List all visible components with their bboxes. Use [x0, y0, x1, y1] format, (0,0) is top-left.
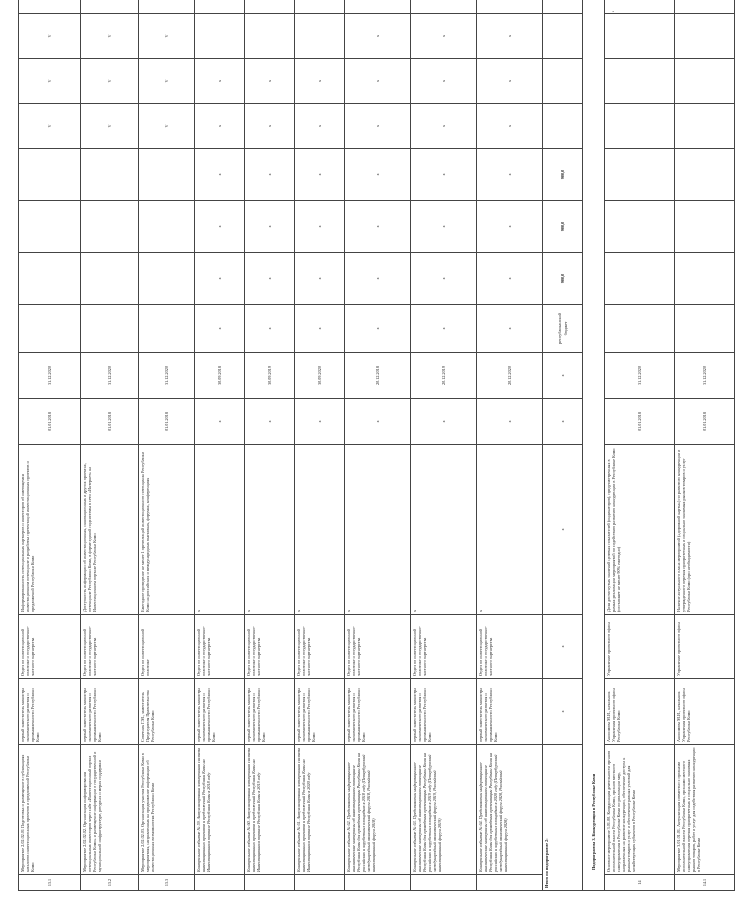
scan-mark: · — [612, 8, 615, 16]
cell-fin: x — [345, 305, 411, 353]
table-row — [81, 0, 139, 891]
cell-q4 — [81, 0, 139, 14]
cell-q1: x — [195, 104, 245, 149]
cell-q4 — [19, 0, 81, 14]
cell-end: 30.09.2018 — [195, 353, 245, 399]
cell-v1 — [675, 253, 735, 305]
cell-result: x — [477, 445, 543, 615]
cell-end: 31.12.2020 — [675, 353, 735, 399]
cell-exec: Отдел по инвестиционной политике и государственно-частного партнерства — [345, 615, 411, 679]
total-resp: x — [543, 679, 583, 745]
cell-start: 01.01.2018 — [675, 399, 735, 445]
cell-fin — [81, 305, 139, 353]
cell-v2 — [605, 201, 675, 253]
table-row — [675, 0, 735, 891]
cell-q2: x — [245, 59, 295, 104]
cell-v3: x — [245, 149, 295, 201]
cell-start: 01.01.2018 — [81, 399, 139, 445]
cell-q1: x — [411, 104, 477, 149]
cell-result: x — [411, 445, 477, 615]
cell-q4 — [605, 0, 675, 14]
cell-end: 31.12.2020 — [605, 353, 675, 399]
cell-resp: Анисимова М.И., начальник Управления проектного офиса Республики Коми — [675, 679, 735, 745]
cell-v3: x — [195, 149, 245, 201]
table-row — [19, 0, 81, 891]
table-row — [139, 0, 195, 891]
cell-q4 — [477, 0, 543, 14]
cell-v1: x — [245, 253, 295, 305]
cell-fin: x — [477, 305, 543, 353]
cell-q4 — [295, 0, 345, 14]
cell-v3 — [605, 149, 675, 201]
cell-num — [477, 875, 543, 891]
cell-q3: x — [411, 14, 477, 59]
cell-q2: V — [81, 59, 139, 104]
cell-v1: x — [411, 253, 477, 305]
cell-v2: x — [295, 201, 345, 253]
cell-q2: x — [477, 59, 543, 104]
table-row — [195, 0, 245, 891]
total-fin: республиканский бюджет — [543, 305, 583, 353]
cell-end: 20.12.2020 — [477, 353, 543, 399]
cell-q3: x — [477, 14, 543, 59]
total-q2 — [543, 59, 583, 104]
cell-v1 — [81, 253, 139, 305]
cell-resp: первый заместитель министра экономического развития и промышленности Республики Коми — [411, 679, 477, 745]
total-v3: 900,0 — [543, 149, 583, 201]
cell-result: Ежегодное проведение не менее 1 презентаций инвестиционного потенциала Республики Коми на российских и международных выставках, форумах, конференциях — [139, 445, 195, 615]
cell-v1 — [139, 253, 195, 305]
cell-name: Мероприятие 2.02.02.03. Организация участия Республики Коми в мероприятиях, направленных на продвижение информации об инвестиционных возможностях Республики Коми — [139, 745, 195, 875]
cell-q4 — [411, 0, 477, 14]
cell-exec: Отдел по инвестиционной политике и государственно-частного партнерства — [245, 615, 295, 679]
cell-v1 — [605, 253, 675, 305]
cell-resp: Анисимова М.И., начальник Управления проектного офиса Республики Коми — [605, 679, 675, 745]
cell-v3: x — [411, 149, 477, 201]
cell-fin: x — [195, 305, 245, 353]
cell-fin: x — [295, 305, 345, 353]
cell-exec: Отдел по инвестиционной политике и государственно-частного партнерства — [81, 615, 139, 679]
cell-v1: x — [345, 253, 411, 305]
cell-q3: V — [81, 14, 139, 59]
cell-end: 31.12.2020 — [81, 353, 139, 399]
cell-end: 30.09.2019 — [245, 353, 295, 399]
cell-num: 14 — [605, 875, 675, 891]
cell-q3: V — [139, 14, 195, 59]
cell-exec: Отдел по инвестиционной политике и государственно-частного партнерства — [195, 615, 245, 679]
cell-name: Контрольное событие № 62. Представлены информационно-аналитические материалы об инвестиционном потенциале Республики Коми для проведения презентации Республики Коми на российских и зарубежных площадках в 2018 году (Петербургский международный экономический форум 2018, Российский инвестиционный форум 2018) — [345, 745, 411, 875]
cell-name: Основное мероприятие 3.01.00. Координация деятельности органов исполнительной власти Республики Коми, органов местного самоуправления в Республике Коми по реализации мер, направленных на развитие конкуренции, обеспечение доступа к рынкам товаров и услуг и обеспечение равных условий для хозяйствующих субъектов в Республике Коми — [605, 745, 675, 875]
cell-q1: x — [477, 104, 543, 149]
cell-q4 — [195, 0, 245, 14]
cell-v3 — [81, 149, 139, 201]
cell-v1: x — [477, 253, 543, 305]
cell-v3: x — [295, 149, 345, 201]
cell-q3: V — [19, 14, 81, 59]
cell-end: 31.12.2020 — [19, 353, 81, 399]
cell-v1: x — [195, 253, 245, 305]
cell-v2 — [81, 201, 139, 253]
cell-q1: V — [139, 104, 195, 149]
cell-start: x — [245, 399, 295, 445]
cell-start: x — [295, 399, 345, 445]
cell-num — [245, 875, 295, 891]
cell-v2: x — [195, 201, 245, 253]
action-plan-table — [18, 0, 735, 891]
cell-name: Мероприятие 2.02.02.02. Организация информирования потенциальных инвесторов через сайт «Инвестиционный портал Республики Коми» и размещение информации о государственной и муниципальной инфраструктуре, ресурсах и мерах поддержки — [81, 745, 139, 875]
cell-start: x — [195, 399, 245, 445]
cell-resp: первый заместитель министра экономического развития и промышленности Республики Коми — [345, 679, 411, 745]
cell-fin — [19, 305, 81, 353]
cell-name: Контрольное событие № 64. Представлены информационно-аналитические материалы об инвестиционном потенциале Республики Коми для проведения презентации Республики Коми на российских и зарубежных площадках в 2020 году (Петербургский международный экономический форум 2020, Российский инвестиционный форум 2020) — [477, 745, 543, 875]
cell-q1 — [675, 104, 735, 149]
cell-q3: x — [345, 14, 411, 59]
subprogram-title: Подпрограмма 3. Конкуренция в Республике Коми — [583, 0, 605, 891]
cell-exec: Управление проектного офиса — [675, 615, 735, 679]
total-q1 — [543, 104, 583, 149]
cell-v1 — [19, 253, 81, 305]
cell-resp: первый заместитель министра экономического развития и промышленности Республики Коми — [81, 679, 139, 745]
cell-result: Информированность потенциальных партнеров и инвесторов об имеющемся инвестиционном потенциале и разработка презентаций инвестиционных проектов и предложений Республики Коми — [19, 445, 81, 615]
cell-result: x — [195, 445, 245, 615]
cell-v2: x — [477, 201, 543, 253]
cell-num — [295, 875, 345, 891]
cell-q4 — [245, 0, 295, 14]
cell-num — [345, 875, 411, 891]
cell-resp: первый заместитель министра экономического развития и промышленности Республики Коми — [295, 679, 345, 745]
cell-fin: x — [245, 305, 295, 353]
cell-fin — [139, 305, 195, 353]
table-row — [605, 0, 675, 891]
cell-v3: x — [345, 149, 411, 201]
cell-q2: V — [19, 59, 81, 104]
cell-result: Наличие актуального плана мероприятий («дорожной карты») по развитию конкуренции и утвержденного перечня приоритетных и социально значимых рынков товаров и услуг Республики Коми (при необходимости) — [675, 445, 735, 615]
cell-resp: Советник Г.М., заместитель Председателя Правительства Республики Коми — [139, 679, 195, 745]
cell-fin — [605, 305, 675, 353]
cell-result: x — [245, 445, 295, 615]
cell-v2 — [675, 201, 735, 253]
cell-q2: x — [195, 59, 245, 104]
cell-q3 — [605, 14, 675, 59]
total-row — [543, 0, 583, 891]
table-row — [411, 0, 477, 891]
total-v2: 900,0 — [543, 201, 583, 253]
cell-name: Контрольное событие № 60. Актуализирована электронная система инвестиционных проектов и предложений Республики Коми на Инвестиционном портале Республики Коми в 2019 году — [245, 745, 295, 875]
cell-q2: x — [345, 59, 411, 104]
total-q3 — [543, 14, 583, 59]
cell-result: x — [345, 445, 411, 615]
cell-q1 — [605, 104, 675, 149]
total-q4 — [543, 0, 583, 14]
cell-exec: Управление проектного офиса — [605, 615, 675, 679]
table-row — [345, 0, 411, 891]
total-start: x — [543, 399, 583, 445]
cell-q1: x — [345, 104, 411, 149]
cell-exec: Отдел по инвестиционной политике и государственно-частного партнерства — [411, 615, 477, 679]
cell-v2 — [139, 201, 195, 253]
total-label: Итого по подпрограмме 2: — [543, 745, 583, 891]
cell-v2: x — [245, 201, 295, 253]
cell-name: Мероприятие 3.01.01.01. Актуализация совместно с органами исполнительной власти Республики Коми, органами местного самоуправления перечня приоритетных и социально значимых рынков товаров, работ и услуг для содействия развитию конкуренции в Республике Коми — [675, 745, 735, 875]
cell-num: 14.1 — [675, 875, 735, 891]
cell-v3 — [139, 149, 195, 201]
total-result: x — [543, 445, 583, 615]
cell-start: x — [477, 399, 543, 445]
cell-start: 01.01.2018 — [605, 399, 675, 445]
cell-q3 — [675, 14, 735, 59]
cell-q2: x — [295, 59, 345, 104]
cell-q2: V — [139, 59, 195, 104]
cell-v2 — [19, 201, 81, 253]
cell-q2 — [675, 59, 735, 104]
cell-q4 — [675, 0, 735, 14]
cell-q3 — [295, 14, 345, 59]
cell-q2 — [605, 59, 675, 104]
cell-q2: x — [411, 59, 477, 104]
cell-start: x — [411, 399, 477, 445]
cell-v2: x — [411, 201, 477, 253]
cell-q1: V — [81, 104, 139, 149]
cell-resp: первый заместитель министра экономического развития и промышленности Республики Коми — [245, 679, 295, 745]
cell-end: 20.12.2018 — [345, 353, 411, 399]
subprogram-row — [583, 0, 605, 891]
cell-exec: Отдел по инвестиционной политике и государственно-частного партнерства — [19, 615, 81, 679]
cell-num: 13.1 — [19, 875, 81, 891]
cell-start: 01.01.2018 — [19, 399, 81, 445]
cell-result: Доступность информации об инвестиционных, инновационных и других проектах, потенциале Республики Коми, в форме единой подсистемы в сети «Интернет» на Инвестиционном портале Республики Коми — [81, 445, 139, 615]
cell-num — [411, 875, 477, 891]
cell-resp: первый заместитель министра экономического развития и промышленности Республики Коми — [195, 679, 245, 745]
cell-result: x — [295, 445, 345, 615]
cell-q1: x — [245, 104, 295, 149]
cell-start: x — [345, 399, 411, 445]
cell-end: 31.12.2020 — [139, 353, 195, 399]
table-row — [477, 0, 543, 891]
cell-v2: x — [345, 201, 411, 253]
cell-num — [195, 875, 245, 891]
cell-num: 13.3 — [139, 875, 195, 891]
cell-exec: Отдел по инвестиционной политике и государственно-частного партнерства — [477, 615, 543, 679]
cell-q4 — [345, 0, 411, 14]
cell-end: 20.12.2019 — [411, 353, 477, 399]
cell-v3 — [19, 149, 81, 201]
cell-name: Контрольное событие № 59. Актуализирована электронная система инвестиционных проектов и предложений Республики Коми на Инвестиционном портале Республики Коми в 2018 году — [195, 745, 245, 875]
cell-resp: первый заместитель министра экономического развития и промышленности Республики Коми — [477, 679, 543, 745]
cell-result: Доля достигнутых значений целевых показателей (индикаторов), предусмотренных в рамках реализации мероприятий по содействию развитию конкуренции в Республике Коми (составляет не менее 90% ежегодно) — [605, 445, 675, 615]
cell-resp: первый заместитель министра экономического развития и промышленности Республики Коми — [19, 679, 81, 745]
cell-name: Контрольное событие № 63. Представлены информационно-аналитические материалы об инвестиционном потенциале Республики Коми для проведения презентации Республики Коми на российских и зарубежных площадках в 2019 году (Петербургский международный экономический форум 2019, Российский инвестиционный форум 2019) — [411, 745, 477, 875]
total-exec: x — [543, 615, 583, 679]
table-row — [295, 0, 345, 891]
cell-fin — [675, 305, 735, 353]
total-end: x — [543, 353, 583, 399]
cell-end: 30.09.2020 — [295, 353, 345, 399]
cell-q4 — [139, 0, 195, 14]
cell-exec: Отдел по инвестиционной политике — [139, 615, 195, 679]
total-v1: 900,0 — [543, 253, 583, 305]
cell-q3 — [245, 14, 295, 59]
cell-v1: x — [295, 253, 345, 305]
cell-v3: x — [477, 149, 543, 201]
cell-q1: V — [19, 104, 81, 149]
cell-exec: Отдел по инвестиционной политике и государственно-частного партнерства — [295, 615, 345, 679]
cell-name: Мероприятие 2.02.02.01 Подготовка и размещение в публикациях каталогов инвестиционных проектов и предложений Республики Коми — [19, 745, 81, 875]
cell-start: 01.01.2018 — [139, 399, 195, 445]
cell-fin: x — [411, 305, 477, 353]
cell-v3 — [675, 149, 735, 201]
cell-q3 — [195, 14, 245, 59]
cell-num: 13.2 — [81, 875, 139, 891]
cell-name: Контрольное событие № 61. Актуализирована электронная система инвестиционных проектов и предложений Республики Коми на Инвестиционном портале Республики Коми в 2020 году — [295, 745, 345, 875]
table-row — [245, 0, 295, 891]
cell-q1: x — [295, 104, 345, 149]
